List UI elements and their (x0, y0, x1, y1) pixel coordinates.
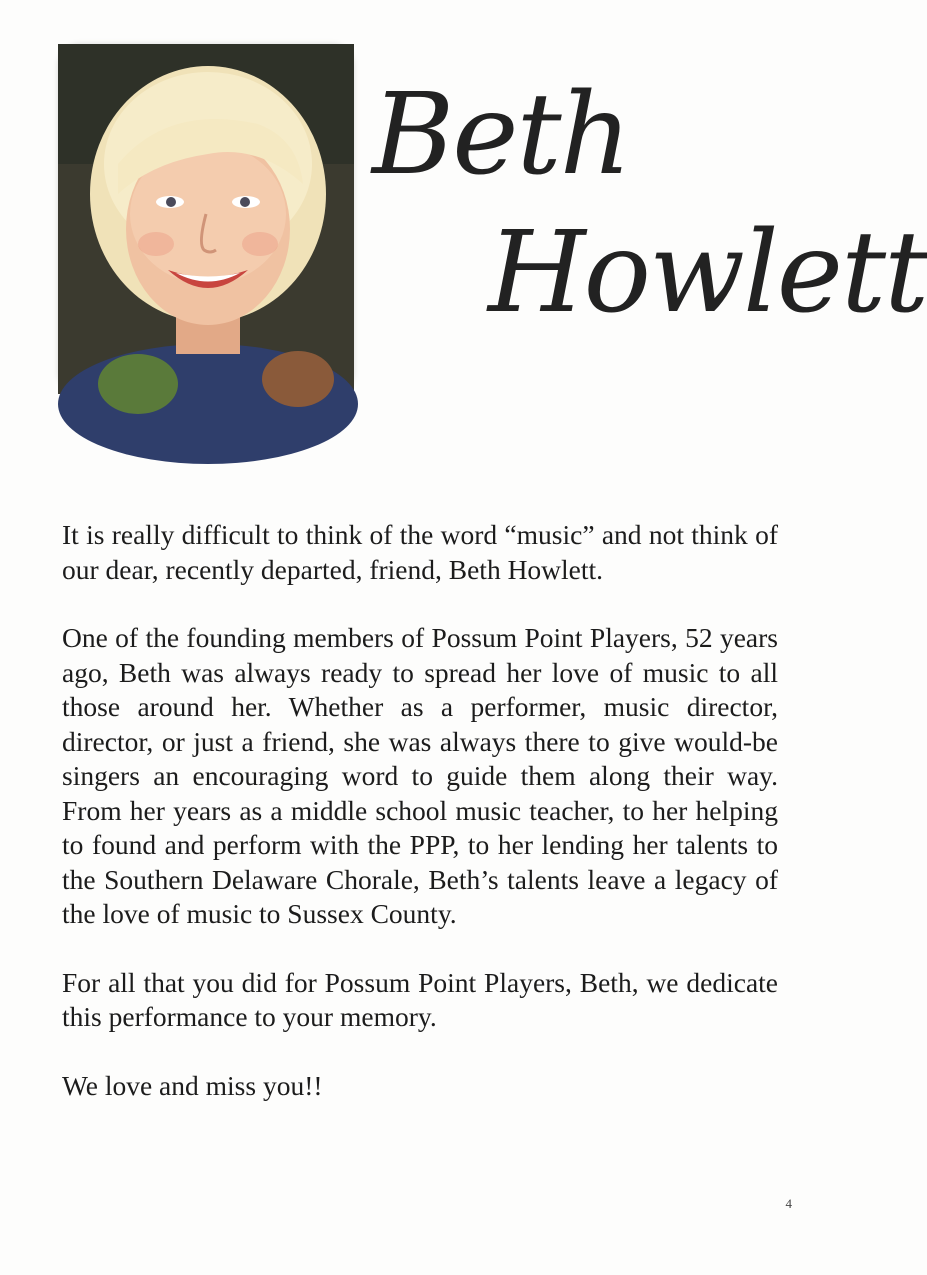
paragraph-4: We love and miss you!! (62, 1069, 323, 1101)
tribute-text (62, 518, 778, 1137)
paragraph-1: It is really difficult to think of the word “music” and not think of our dear, recently departed, friend, Beth Howlett. (62, 519, 778, 585)
name-last: Howlett (488, 208, 927, 338)
page-number: 4 (785, 1196, 792, 1211)
paragraph-2: One of the founding members of Possum Point Players, 52 years ago, Beth was always ready to spread her love of music to all those around her. Whether as a performer, music director, director, or just a friend, she was always there to give would-be singers an encouraging word to guide them along their way. From her years as a middle school music teacher, to her helping to found and perform with the PPP, to her lending her talents to the Southern Delaware Chorale, Beth’s talents leave a legacy of the love of music to Sussex County. (62, 622, 778, 929)
name-first: Beth (372, 70, 630, 200)
paragraph-3: For all that you did for Possum Point Players, Beth, we dedicate this performance to your memory. (62, 966, 778, 1032)
portrait-photo (58, 44, 354, 394)
